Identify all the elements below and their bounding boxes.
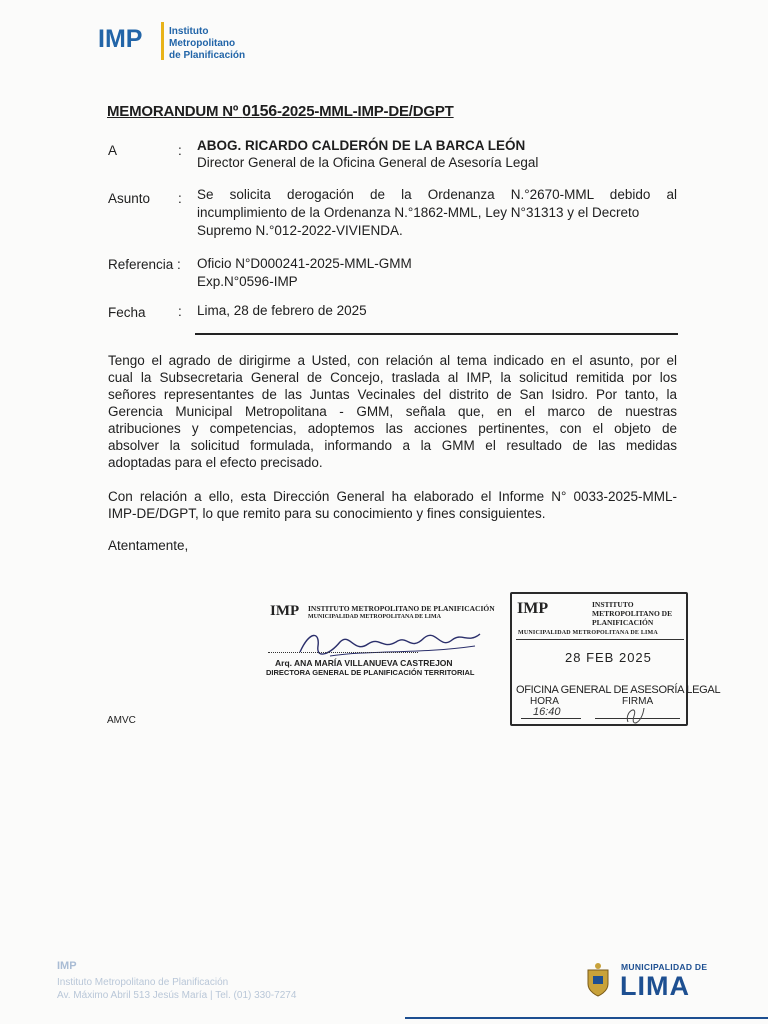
logo-divider xyxy=(161,22,164,60)
body-line: IMP-DE/DGPT, lo que remito para su conocimiento y fines consiguientes. xyxy=(108,506,546,521)
memo-number: 0156 xyxy=(242,103,277,120)
subject-text xyxy=(197,186,677,240)
signature-stroke xyxy=(330,646,475,656)
field-colon: : xyxy=(178,191,182,206)
field-label-asunto: Asunto xyxy=(108,191,151,206)
memo-title-suffix: -2025-MML-IMP-DE/DGPT xyxy=(276,103,454,120)
body-line: señores representantes de las Juntas Vecinales del distrito de San Isidro. Por tanto, la xyxy=(108,387,677,402)
body-paragraph-2 xyxy=(108,488,677,522)
stamp-institution xyxy=(592,600,672,627)
footer-institution: Instituto Metropolitano de Planificación xyxy=(57,977,229,988)
author-initials: AMVC xyxy=(107,715,136,726)
stamp-hora-value: 16:40 xyxy=(533,706,561,718)
stamp-hora-label: HORA xyxy=(530,696,559,707)
body-line: Gerencia Municipal Metropolitana - GMM, señala que, en el marco de nuestras xyxy=(108,404,677,419)
footer-address: Av. Máximo Abril 513 Jesús María | Tel. (01) 330-7274 xyxy=(57,990,297,1001)
logo-text-line: Metropolitano xyxy=(169,38,236,49)
reference-text xyxy=(197,255,412,291)
subject-line: Supremo N.°012-2022-VIVIENDA. xyxy=(197,223,403,238)
body-line: Tengo el agrado de dirigirme a Usted, con relación al tema indicado en el asunto, por el xyxy=(108,353,677,368)
logo-text-line: de Planificación xyxy=(169,50,246,61)
stamp-imp-logo: IMP xyxy=(517,600,549,617)
shield-crown xyxy=(595,963,601,969)
recipient-name: ABOG. RICARDO CALDERÓN DE LA BARCA LEÓN xyxy=(197,138,526,153)
firma-stroke xyxy=(627,708,644,723)
stamp-inst-line: PLANIFICACIÓN xyxy=(592,618,654,627)
body-line: Con relación a ello, esta Dirección General ha elaborado el Informe N° 0033-2025-MML- xyxy=(108,489,677,504)
signature-line xyxy=(268,652,418,653)
header-divider xyxy=(195,333,678,335)
signer-role: DIRECTORA GENERAL DE PLANIFICACIÓN TERRITORIAL xyxy=(266,668,475,677)
imp-logo: IMP xyxy=(98,25,143,53)
body-line: atribuciones y competencias, adoptemos las acciones pertinentes, con el objeto de xyxy=(108,421,677,436)
subject-line: incumplimiento de la Ordenanza N.°1862-MML, Ley N°31313 y el Decreto xyxy=(197,205,640,220)
reference-line: Oficio N°D000241-2025-MML-GMM xyxy=(197,256,412,271)
field-label-referencia: Referencia : xyxy=(108,257,181,272)
reference-line: Exp.N°0596-IMP xyxy=(197,274,298,289)
stamp-office: OFICINA GENERAL DE ASESORÍA LEGAL xyxy=(516,684,721,696)
footer-imp: IMP xyxy=(57,960,77,972)
lima-coat-of-arms-icon xyxy=(580,962,616,998)
field-colon: : xyxy=(178,143,182,158)
body-line: adoptadas para el efecto precisado. xyxy=(108,455,323,470)
stamp-municipality: MUNICIPALIDAD METROPOLITANA DE LIMA xyxy=(518,630,658,636)
stamp-firma-scribble xyxy=(620,698,650,728)
closing: Atentamente, xyxy=(108,538,189,553)
logo-institution-name xyxy=(169,26,245,62)
stamp-divider xyxy=(516,639,684,640)
signature-inst-line: INSTITUTO METROPOLITANO DE PLANIFICACIÓN xyxy=(308,604,495,613)
signature-imp-logo: IMP xyxy=(270,603,300,619)
municipality-label: MUNICIPALIDAD DE xyxy=(621,962,708,972)
stamp-hora-line xyxy=(521,718,581,719)
shield-field xyxy=(593,976,603,984)
recipient-role: Director General de la Oficina General de Asesoría Legal xyxy=(197,155,539,170)
municipality-name: LIMA xyxy=(620,971,690,1001)
signature-inst-line: MUNICIPALIDAD METROPOLITANA DE LIMA xyxy=(308,614,441,620)
body-paragraph-1 xyxy=(108,352,677,471)
subject-line: Se solicita derogación de la Ordenanza N.°2670-MML debido al xyxy=(197,187,677,202)
memo-title xyxy=(107,103,454,121)
stamp-date: 28 FEB 2025 xyxy=(565,650,652,665)
footer-rule xyxy=(405,1017,768,1019)
memo-title-prefix: MEMORANDUM Nº xyxy=(107,103,243,120)
field-label-a: A xyxy=(108,143,118,158)
stamp-inst-line: INSTITUTO xyxy=(592,600,634,609)
body-line: absolver la solicitud formulada, informando a la GMM el resultado de las medidas xyxy=(108,438,677,453)
signature-institution xyxy=(308,604,495,622)
stamp-firma-label: FIRMA xyxy=(622,696,654,707)
signer-name: Arq. ANA MARÍA VILLANUEVA CASTREJON xyxy=(275,658,453,668)
date-value: Lima, 28 de febrero de 2025 xyxy=(197,303,367,318)
field-label-fecha: Fecha xyxy=(108,305,146,320)
body-line: cual la Subsecretaria General de Concejo, traslada al IMP, la solicitud remitida por los xyxy=(108,370,677,385)
field-colon: : xyxy=(178,304,182,319)
logo-text-line: Instituto xyxy=(169,26,209,37)
stamp-inst-line: METROPOLITANO DE xyxy=(592,609,673,618)
